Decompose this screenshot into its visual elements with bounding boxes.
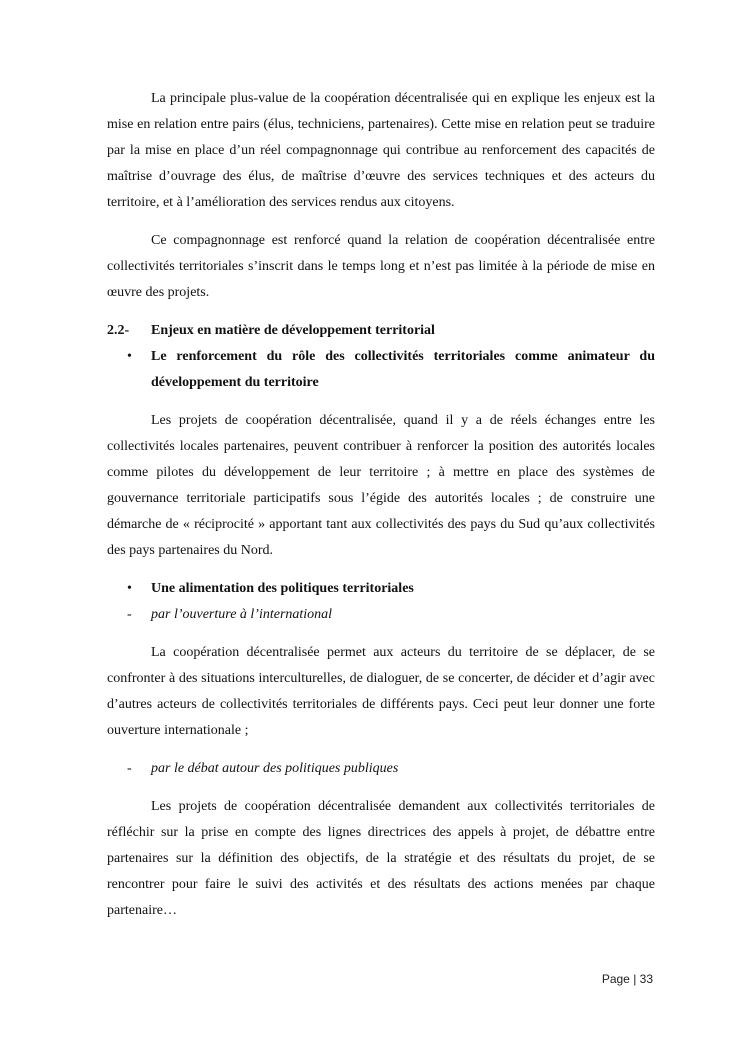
document-body: [107, 86, 655, 924]
section-title: Enjeux en matière de développement territorial: [151, 323, 435, 338]
section-heading: [107, 318, 655, 344]
dash-icon: -: [127, 761, 132, 776]
paragraph-intro: La principale plus-value de la coopération décentralisée qui en explique les enjeux est la mise en relation entre pairs (élus, techniciens, partenaires). Cette mise en relation peut se traduire par la mise en place d’un réel compagnonnage qui contribue au renforcement des capacités de maîtrise d’ouvrage des élus, de maîtrise d’œuvre des services techniques et des acteurs du territoire, et à l’amélioration des services rendus aux citoyens.: [107, 91, 655, 210]
page-number: Page | 33: [601, 972, 653, 986]
bullet-icon: •: [127, 349, 132, 364]
bullet-item-alimentation: [107, 576, 655, 602]
bullet-text: Une alimentation des politiques territoriales: [151, 581, 414, 596]
bullet-item-renforcement: [107, 344, 655, 396]
paragraph-cooperation: La coopération décentralisée permet aux acteurs du territoire de se déplacer, de se confronter à des situations interculturelles, de dialoguer, de se concerter, de décider et d’agir avec d’autres acteurs de collectivités territoriales de différents pays. Ceci peut leur donner une forte ouverture internationale ;: [107, 645, 655, 738]
bullet-icon: •: [127, 581, 132, 596]
bullet-text: Le renforcement du rôle des collectivités territoriales comme animateur du développement du territoire: [151, 349, 655, 390]
subitem-ouverture: [107, 602, 655, 628]
subitem-text: par l’ouverture à l’international: [151, 607, 333, 622]
paragraph-projets: Les projets de coopération décentralisée, quand il y a de réels échanges entre les collectivités locales partenaires, peuvent contribuer à renforcer la position des autorités locales comme pilotes du développement de leur territoire ; à mettre en place des systèmes de gouvernance territoriale participatifs sous l’égide des autorités locales ; de construire une démarche de « réciprocité » apportant tant aux collectivités des pays du Sud qu’aux collectivités des pays partenaires du Nord.: [107, 413, 655, 558]
dash-icon: -: [127, 607, 132, 622]
subitem-text: par le débat autour des politiques publiques: [151, 761, 399, 776]
section-number: 2.2-: [107, 323, 130, 338]
subitem-debat: [107, 756, 655, 782]
paragraph-debat: Les projets de coopération décentralisée demandent aux collectivités territoriales de réfléchir sur la prise en compte des lignes directrices des appels à projet, de débattre entre partenaires sur la définition des objectifs, de la stratégie et des résultats du projet, de se rencontrer pour faire le suivi des activités et des résultats des actions menées par chaque partenaire…: [107, 799, 655, 918]
paragraph-compagnonnage: Ce compagnonnage est renforcé quand la relation de coopération décentralisée entre collectivités territoriales s’inscrit dans le temps long et n’est pas limitée à la période de mise en œuvre des projets.: [107, 233, 655, 300]
